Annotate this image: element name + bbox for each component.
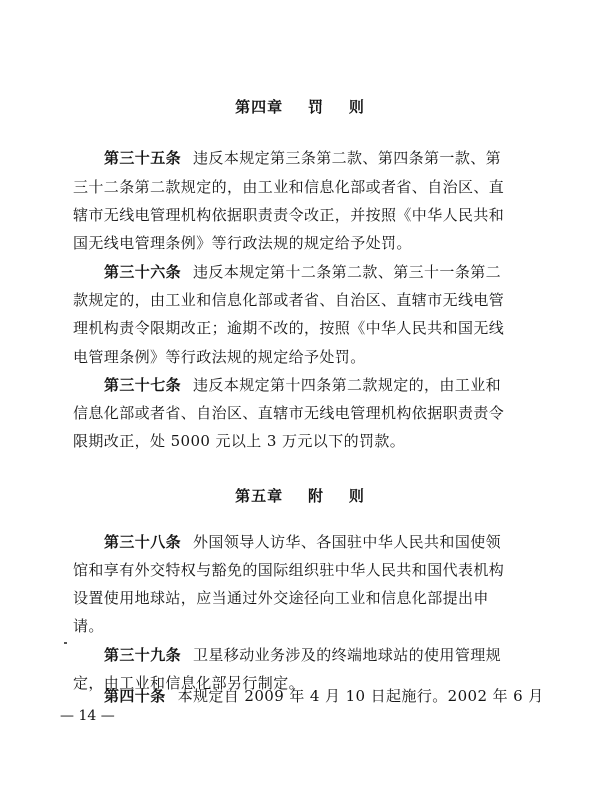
article-36-line-3: 理机构责令限期改正；逾期不改的，按照《中华人民共和国无线 xyxy=(73,319,505,337)
article-38-line-4: 请。 xyxy=(73,617,104,635)
article-35-line-4: 国无线电管理条例》等行政法规的规定给予处罚。 xyxy=(73,234,412,252)
article-40-number: 第四十条 xyxy=(104,687,166,705)
article-35-number: 第三十五条 xyxy=(104,149,182,167)
article-39-line-2: 定，由工业和信息化部另行制定。 xyxy=(73,674,305,692)
article-37-number: 第三十七条 xyxy=(104,376,182,394)
article-38-line-2: 馆和享有外交特权与豁免的国际组织驻中华人民共和国代表机构 xyxy=(73,561,505,579)
article-38-line-3: 设置使用地球站，应当通过外交途径向工业和信息化部提出申 xyxy=(73,589,489,607)
scan-speck xyxy=(64,642,67,644)
page-number: — 14 — xyxy=(60,708,115,724)
article-40-line-1: 第四十条 本规定自 2009 年 4 月 10 日起施行。2002 年 6 月 xyxy=(104,687,544,705)
article-35-line-3: 辖市无线电管理机构依据职责责令改正，并按照《中华人民共和 xyxy=(73,206,505,224)
article-37-line-2: 信息化部或者省、自治区、直辖市无线电管理机构依据职责责令 xyxy=(73,404,505,422)
article-38-number: 第三十八条 xyxy=(104,533,182,551)
article-37-line-1: 第三十七条 违反本规定第十四条第二款规定的，由工业和 xyxy=(104,376,502,394)
article-35-line-1: 第三十五条 违反本规定第三条第二款、第四条第一款、第 xyxy=(104,149,502,167)
article-35-line-2: 三十二条第二款规定的，由工业和信息化部或者省、自治区、直 xyxy=(73,178,505,196)
article-38-line-1: 第三十八条 外国领导人访华、各国驻中华人民共和国使领 xyxy=(104,533,502,551)
article-36-line-1: 第三十六条 违反本规定第十二条第二款、第三十一条第二 xyxy=(104,263,502,281)
article-36-line-4: 电管理条例》等行政法规的规定给予处罚。 xyxy=(73,348,366,366)
article-39-number: 第三十九条 xyxy=(104,646,182,664)
article-37-line-3: 限期改正，处 5000 元以上 3 万元以下的罚款。 xyxy=(73,432,406,450)
article-39-line-1: 第三十九条 卫星移动业务涉及的终端地球站的使用管理规 xyxy=(104,646,502,664)
article-36-line-2: 款规定的，由工业和信息化部或者省、自治区、直辖市无线电管 xyxy=(73,291,505,309)
chapter-4-heading: 第四章 罚 则 xyxy=(235,98,365,116)
chapter-5-heading: 第五章 附 则 xyxy=(235,487,365,505)
article-36-number: 第三十六条 xyxy=(104,263,182,281)
